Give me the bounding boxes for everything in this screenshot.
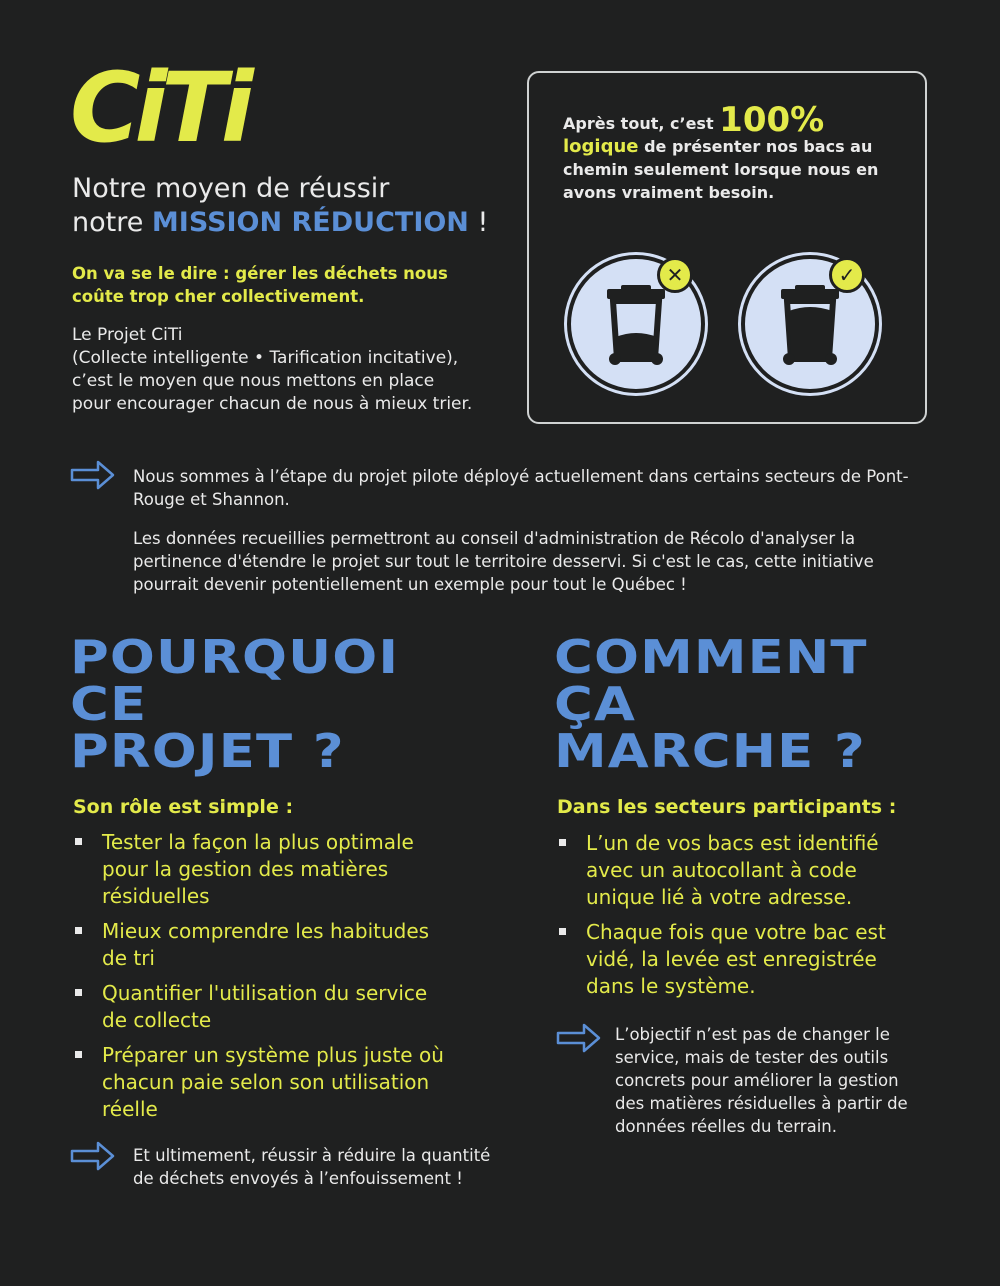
why-title (70, 630, 400, 778)
callout-100-percent: 100% (719, 100, 825, 140)
intro-title-suffix: ! (468, 207, 489, 238)
intro-title-line1: Notre moyen de réussir (72, 173, 390, 204)
intro-body-line: Le Projet CiTi (72, 325, 183, 345)
intro-body-line: c’est le moyen que nous mettons en place (72, 371, 435, 391)
callout-text (563, 100, 903, 204)
callout-text-a: Après tout, c’est (563, 114, 720, 133)
how-title-line: MARCHE ? (554, 724, 866, 778)
how-list (556, 830, 896, 1008)
list-item: Chaque fois que votre bac est vidé, la levée est enregistrée dans le système. (556, 919, 896, 1000)
list-item: Préparer un système plus juste où chacun paie selon son utilisation réelle (72, 1042, 452, 1123)
why-title-line: PROJET ? (70, 724, 345, 778)
arrow-right-icon (70, 459, 116, 491)
why-list (72, 829, 452, 1131)
intro-lead: On va se le dire : gérer les déchets nous coûte trop cher collectivement. (72, 264, 448, 306)
intro-body-line: (Collecte intelligente • Tarification incitative), (72, 348, 459, 368)
mission-reduction-highlight: MISSION RÉDUCTION (151, 207, 469, 238)
why-note: Et ultimement, réussir à réduire la quantité de déchets envoyés à l’enfouissement ! (133, 1146, 491, 1188)
how-lead: Dans les secteurs participants : (557, 796, 897, 818)
check-icon: ✓ (829, 257, 865, 293)
how-title-line: ÇA (554, 677, 637, 731)
arrow-right-icon (70, 1140, 116, 1172)
list-item: Mieux comprendre les habitudes de tri (72, 918, 452, 972)
how-title-line: COMMENT (554, 630, 868, 684)
why-lead: Son rôle est simple : (73, 796, 294, 818)
why-title-line: CE (70, 677, 148, 731)
intro-title-prefix: notre (72, 207, 152, 238)
callout-box (527, 71, 927, 424)
pilot-section (133, 465, 923, 596)
arrow-right-icon (556, 1022, 602, 1054)
intro-body (72, 324, 492, 416)
intro-title (72, 172, 512, 240)
why-title-line: POURQUOI (70, 630, 400, 684)
callout-text-b: de présenter nos bacs au chemin seulement lorsque nous en avons vraiment besoin. (563, 137, 879, 202)
list-item: L’un de vos bacs est identifié avec un autocollant à code unique lié à votre adresse. (556, 830, 896, 911)
close-icon: ✕ (657, 257, 693, 293)
pilot-paragraph: Nous sommes à l’étape du projet pilote déployé actuellement dans certains secteurs de Pont-Rouge et Shannon. (133, 467, 909, 509)
list-item: Quantifier l'utilisation du service de collecte (72, 980, 452, 1034)
how-note: L’objectif n’est pas de changer le service, mais de tester des outils concrets pour améliorer la gestion des matières résiduelles à partir de données réelles du terrain. (615, 1025, 908, 1136)
intro-body-line: pour encourager chacun de nous à mieux trier. (72, 394, 473, 414)
citi-logo: CiTi (70, 52, 248, 164)
list-item: Tester la façon la plus optimale pour la gestion des matières résiduelles (72, 829, 452, 910)
callout-logique: logique (563, 136, 639, 157)
pilot-paragraph: Les données recueillies permettront au conseil d'administration de Récolo d'analyser la pertinence d'étendre le projet sur tout le territoire desservi. Si c'est le cas, cette initiative pourrait devenir potentiellement un exemple pour tout le Québec ! (133, 529, 874, 594)
how-title (554, 630, 868, 778)
